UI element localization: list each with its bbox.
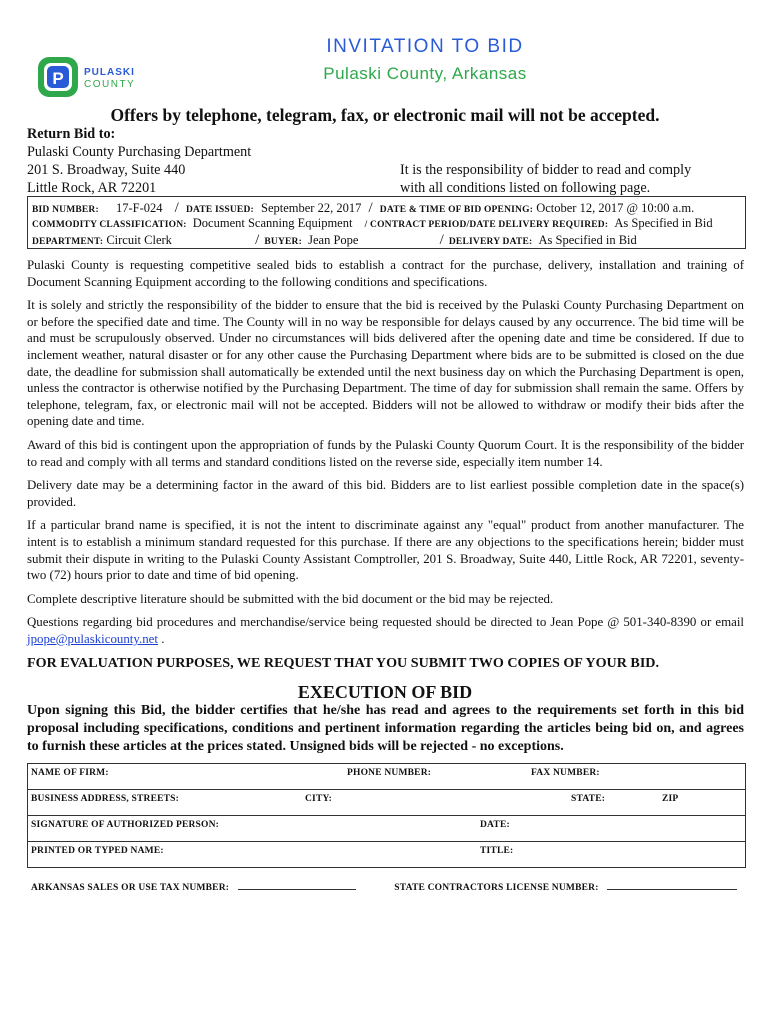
logo-letter: P — [52, 69, 64, 88]
bid-info-row-3 — [32, 232, 637, 249]
paragraph-award: Award of this bid is contingent upon the appropriation of funds by the Pulaski County Quorum Court. It is the responsibility of the bidder to read and comply with all terms and standard conditions listed on the reverse side, especially item number 14. — [27, 437, 744, 469]
department-value: Circuit Clerk — [106, 233, 172, 247]
paragraph-literature: Complete descriptive literature should be submitted with the bid document or the bid may be rejected. — [27, 591, 554, 606]
license-number-input[interactable] — [607, 880, 737, 890]
return-bid-address — [27, 125, 251, 197]
city-field[interactable]: CITY: — [305, 794, 333, 804]
execution-statement: Upon signing this Bid, the bidder certifies that he/she has read and agrees to the requirements set forth in this bid proposal including specifications, conditions and pertinent information regarding the articles being bid on, and agrees to furnish these articles at the prices stated. Unsigned bids will be rejected - no exceptions. — [27, 703, 744, 754]
notice-heading: Offers by telephone, telegram, fax, or electronic mail will not be accepted. — [110, 105, 660, 125]
contract-period-label: / CONTRACT PERIOD/DATE DELIVERY REQUIRED: — [364, 220, 609, 230]
date-issued-value: September 22, 2017 — [261, 201, 362, 215]
bid-number-value: 17-F-024 — [115, 201, 163, 215]
bid-conditions-text — [27, 257, 744, 654]
evaluation-request: FOR EVALUATION PURPOSES, WE REQUEST THAT YOU SUBMIT TWO COPIES OF YOUR BID. — [27, 655, 659, 671]
separator: / — [255, 232, 260, 248]
form-row-address — [28, 790, 745, 816]
responsibility-note — [400, 161, 691, 197]
logo-text-line2: COUNTY — [84, 79, 136, 90]
questions-suffix: . — [157, 631, 165, 646]
department-label: DEPARTMENT: — [32, 237, 104, 247]
bid-info-row-2 — [32, 216, 713, 231]
paragraph-brand-name: If a particular brand name is specified, it is not the intent to discriminate against any "equal" product from another manufacturer. The intent is to establish a minimum standard requested for this purchase. If there are any objections to the specifications herein; bidder must submit their dispute in writing to the Pulaski County Assistant Comptroller, 201 S. Broadway, Suite 440, Little Rock, AR 72201, seventy-two (72) hours prior to date and time of bid opening. — [27, 518, 744, 583]
return-bid-line3: Little Rock, AR 72201 — [27, 180, 157, 196]
form-row-firm — [28, 764, 745, 790]
date-field[interactable]: DATE: — [480, 820, 510, 830]
commodity-value: Document Scanning Equipment — [192, 216, 353, 230]
bid-opening-label: DATE & TIME OF BID OPENING: — [379, 205, 534, 215]
delivery-date-value: As Specified in Bid — [538, 233, 637, 247]
bid-opening-value: October 12, 2017 @ 10:00 a.m. — [536, 201, 695, 215]
bid-info-row-1 — [32, 200, 694, 217]
separator: / — [368, 200, 373, 216]
license-number-label: STATE CONTRACTORS LICENSE NUMBER: — [394, 883, 599, 893]
commodity-label: COMMODITY CLASSIFICATION: — [32, 220, 187, 230]
tax-license-line — [31, 880, 737, 893]
printed-name-field[interactable]: PRINTED OR TYPED NAME: — [31, 846, 164, 856]
return-bid-heading: Return Bid to: — [27, 126, 116, 142]
name-of-firm-field[interactable]: NAME OF FIRM: — [31, 768, 109, 778]
execution-title: EXECUTION OF BID — [297, 682, 473, 702]
return-bid-line2: 201 S. Broadway, Suite 440 — [27, 162, 186, 178]
questions-text: Questions regarding bid procedures and merchandise/service being requested should be directed to Jean Pope @ 501-340-8390 or email — [27, 615, 744, 630]
separator: / — [439, 232, 444, 248]
responsibility-line1: It is the responsibility of bidder to read and comply — [400, 162, 692, 178]
signature-field[interactable]: SIGNATURE OF AUTHORIZED PERSON: — [31, 820, 220, 830]
contact-email-link[interactable]: jpope@pulaskicounty.net — [27, 631, 158, 646]
responsibility-line2: with all conditions listed on following page. — [400, 180, 651, 196]
page-title: INVITATION TO BID — [326, 36, 524, 57]
buyer-value: Jean Pope — [308, 233, 359, 247]
tax-number-input[interactable] — [238, 880, 356, 890]
paragraph-questions — [27, 614, 744, 647]
form-row-name — [28, 842, 745, 868]
tax-number-label: ARKANSAS SALES OR USE TAX NUMBER: — [31, 883, 230, 893]
title-field[interactable]: TITLE: — [480, 846, 514, 856]
page-subtitle: Pulaski County, Arkansas — [323, 64, 527, 83]
bid-number-label: BID NUMBER: — [32, 205, 99, 215]
paragraph-purpose: Pulaski County is requesting competitive sealed bids to establish a contract for the purchase, delivery, installation and training of Document Scanning Equipment according to the following conditions and specifications. — [27, 258, 744, 289]
buyer-label: BUYER: — [264, 237, 302, 247]
paragraph-deadline: It is solely and strictly the responsibility of the bidder to ensure that the bid is received by the Pulaski County Purchasing Department on or before the specified date and time. The County will in no way be responsible for delays caused by any occurrence. The bid time will be and must be scrupulously observed. Under no circumstances will bids delivered after the opening date and time be considered. If due to inclement weather, natural disaster or for any other cause the Purchasing Department where bids are to be submitted is closed on the due date, the deadline for submission shall automatically be extended until the next business day on which the Purchasing Department is open, unless the contractor is otherwise notified by the Purchasing Department. The time of day for submission shall remain the same. Offers by telephone, telegram, fax, or electronic mail will not be accepted. Bidders will not be allowed to withdraw or modify their bids after the opening date and time. — [27, 298, 744, 429]
state-field[interactable]: STATE: — [571, 794, 606, 804]
bid-info-box — [27, 196, 746, 249]
separator: / — [174, 200, 179, 216]
contract-period-value: As Specified in Bid — [614, 216, 713, 230]
paragraph-delivery: Delivery date may be a determining factor in the award of this bid. Bidders are to list earliest possible completion date in the space(s) provided. — [27, 478, 744, 509]
fax-number-field[interactable]: FAX NUMBER: — [531, 768, 600, 778]
logo-text-line1: PULASKI — [84, 67, 135, 78]
zip-field[interactable]: ZIP — [662, 794, 679, 804]
phone-number-field[interactable]: PHONE NUMBER: — [347, 768, 432, 778]
bidder-info-form — [27, 763, 746, 868]
business-address-field[interactable]: BUSINESS ADDRESS, STREETS: — [31, 794, 180, 804]
date-issued-label: DATE ISSUED: — [185, 205, 254, 215]
delivery-date-label: DELIVERY DATE: — [448, 237, 533, 247]
form-row-signature — [28, 816, 745, 842]
return-bid-line1: Pulaski County Purchasing Department — [27, 144, 252, 160]
